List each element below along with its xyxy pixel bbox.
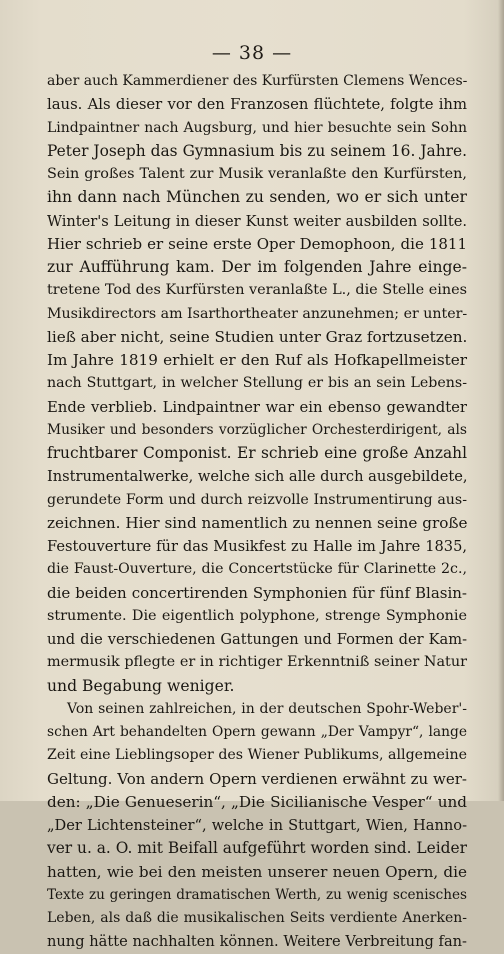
text-line: Winter's Leitung in dieser Kunst weiter ausbilden sollte. bbox=[47, 212, 467, 230]
text-line: die beiden concertirenden Symphonien für fünf Blasin- bbox=[47, 583, 467, 602]
text-line: aber auch Kammerdiener des Kurfürsten Clemens Wences- bbox=[47, 73, 468, 89]
text-line: mermusik pflegte er in richtiger Erkenntniß seiner Natur bbox=[47, 654, 467, 671]
text-line: gerundete Form und durch reizvolle Instrumentirung aus- bbox=[47, 491, 467, 508]
text-line: ver u. a. O. mit Beifall aufgeführt worden sind. Leider bbox=[47, 839, 467, 858]
text-line: Musiker und besonders vorzüglicher Orchesterdirigent, als bbox=[47, 421, 467, 438]
page-edge-shadow bbox=[498, 0, 504, 801]
text-line: Leben, als daß die musikalischen Seits verdiente Anerken- bbox=[47, 910, 467, 926]
text-line: ließ aber nicht, seine Studien unter Graz fortzusetzen. bbox=[47, 327, 468, 346]
text-line: Musikdirectors am Isarthortheater anzunehmen; er unter- bbox=[47, 305, 468, 322]
page-number: — 38 — bbox=[211, 42, 293, 64]
text-line: Hier schrieb er seine erste Oper Demophoon, die 1811 bbox=[47, 234, 467, 253]
text-line: tretene Tod des Kurfürsten veranlaßte L., die Stelle eines bbox=[47, 282, 468, 299]
text-line: Sein großes Talent zur Musik veranlaßte den Kurfürsten, bbox=[47, 166, 467, 182]
text-line: nach Stuttgart, in welcher Stellung er bis an sein Lebens- bbox=[47, 375, 467, 392]
text-line: Festouverture für das Musikfest zu Halle im Jahre 1835, bbox=[47, 538, 467, 555]
text-line: ihn dann nach München zu senden, wo er sich unter bbox=[47, 188, 467, 207]
text-line: Zeit eine Lieblingsoper des Wiener Publikums, allgemeine bbox=[47, 747, 467, 764]
text-line: fruchtbarer Componist. Er schrieb eine große Anzahl bbox=[47, 444, 467, 462]
text-line: den: „Die Genueserin“, „Die Sicilianische Vesper“ und bbox=[47, 792, 467, 811]
text-line: Geltung. Von andern Opern verdienen erwähnt zu wer- bbox=[47, 769, 467, 788]
text-line: strumente. Die eigentlich polyphone, strenge Symphonie bbox=[47, 607, 467, 624]
text-line: „Der Lichtensteiner“, welche in Stuttgart, Wien, Hanno- bbox=[47, 817, 467, 834]
text-line: hatten, wie bei den meisten unserer neuen Opern, die bbox=[47, 862, 467, 881]
text-line: Ende verblieb. Lindpaintner war ein ebenso gewandter bbox=[47, 398, 467, 416]
text-line: Peter Joseph das Gymnasium bis zu seinem 16. Jahre. bbox=[47, 141, 467, 160]
text-line: nung hätte nachhalten können. Weitere Verbreitung fan- bbox=[47, 933, 467, 951]
text-line: Instrumentalwerke, welche sich alle durch ausgebildete, bbox=[47, 468, 468, 486]
text-line: Von seinen zahlreichen, in der deutschen Spohr-Weber'- bbox=[67, 700, 467, 717]
text-line: und die verschiedenen Gattungen und Formen der Kam- bbox=[47, 631, 467, 648]
text-line: und Begabung weniger. bbox=[47, 676, 235, 695]
text-line: Texte zu geringen dramatischen Werth, zu wenig scenisches bbox=[47, 886, 467, 903]
text-line: die Faust-Ouverture, die Concertstücke für Clarinette 2c., bbox=[47, 561, 467, 578]
body-text bbox=[47, 70, 467, 954]
text-line: zur Aufführung kam. Der im folgenden Jahre einge- bbox=[47, 258, 467, 276]
text-line: laus. Als dieser vor den Franzosen flüchtete, folgte ihm bbox=[47, 96, 467, 114]
text-line: schen Art behandelten Opern gewann „Der Vampyr“, lange bbox=[47, 724, 467, 740]
text-line: zeichnen. Hier sind namentlich zu nennen seine große bbox=[47, 513, 468, 532]
text-line: Im Jahre 1819 erhielt er den Ruf als Hofkapellmeister bbox=[47, 351, 467, 369]
text-line: Lindpaintner nach Augsburg, und hier besuchte sein Sohn bbox=[47, 119, 467, 136]
